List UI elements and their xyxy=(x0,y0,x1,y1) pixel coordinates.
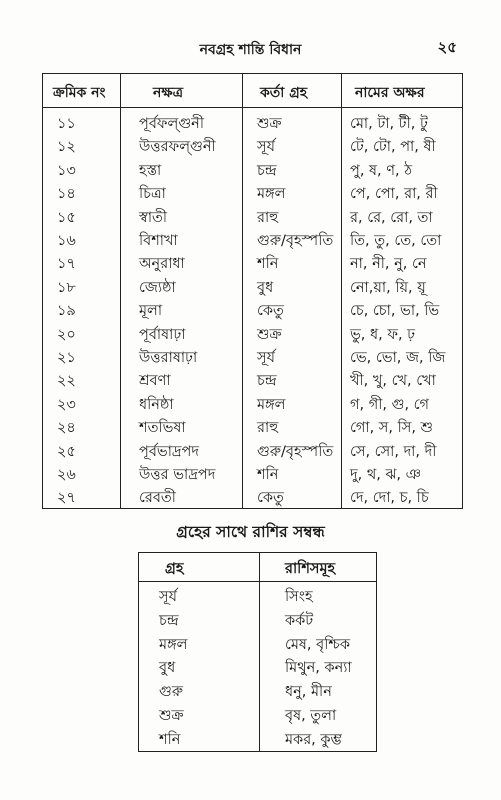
serial-cell: ১৫ xyxy=(57,209,76,226)
ruling-planet-cell: কেতু xyxy=(257,303,284,320)
table-row xyxy=(43,297,464,320)
signs-cell: সিংহ xyxy=(285,589,313,605)
table-row xyxy=(43,110,464,133)
serial-cell: ১২ xyxy=(57,139,76,156)
ruling-planet-cell: শনি xyxy=(257,467,279,483)
planet-cell: গুরু xyxy=(159,684,183,701)
column-header-signs: রাশিসমূহ xyxy=(285,561,336,577)
ruling-planet-cell: রাহু xyxy=(257,209,279,226)
table-row xyxy=(43,180,464,203)
nakshatra-cell: মূলা xyxy=(139,303,163,320)
name-letters-cell: পু, ষ, ণ, ঠ xyxy=(350,162,413,179)
nakshatra-cell: পূর্বভাদ্রপদ xyxy=(139,443,200,460)
running-title: নবগ্রহ শান্তি বিধান xyxy=(199,42,302,58)
nakshatra-cell: ধনিষ্ঠা xyxy=(139,396,174,413)
table-row xyxy=(43,204,464,227)
table-row xyxy=(139,727,378,751)
nakshatra-cell: পূর্বাষাঢ়া xyxy=(139,326,186,343)
name-letters-cell: র, রে, রো, তা xyxy=(350,209,433,226)
ruling-planet-cell: গুরু/বৃহস্পতি xyxy=(257,233,334,249)
table-row xyxy=(139,655,378,679)
planet-cell: শনি xyxy=(159,731,181,748)
table-row xyxy=(139,703,378,727)
serial-cell: ১৭ xyxy=(57,256,76,273)
name-letters-cell: দে, দো, চ, চি xyxy=(350,490,429,507)
signs-cell: মিথুন, কন্যা xyxy=(285,660,352,677)
page-number: ২৫ xyxy=(437,38,457,56)
header-rule xyxy=(43,107,462,108)
signs-cell: বৃষ, তুলা xyxy=(285,708,337,724)
nakshatra-cell: শতভিষা xyxy=(139,420,186,437)
ruling-planet-cell: শুক্র xyxy=(257,116,282,132)
ruling-planet-cell: শুক্র xyxy=(257,326,282,343)
planet-cell: সূর্য xyxy=(159,589,177,605)
nakshatra-cell: চিত্রা xyxy=(139,186,166,203)
serial-cell: ২০ xyxy=(57,326,76,343)
signs-cell: কর্কট xyxy=(285,612,314,629)
serial-cell: ১৩ xyxy=(57,162,76,179)
ruling-planet-cell: চন্দ্র xyxy=(257,373,277,390)
nakshatra-cell: স্বাতী xyxy=(139,209,168,226)
planet-cell: বুধ xyxy=(159,660,176,677)
table-row xyxy=(43,367,464,390)
column-header-planet: গ্রহ xyxy=(165,561,184,577)
nakshatra-cell: উত্তর ভাদ্রপদ xyxy=(139,467,216,483)
ruling-planet-cell: কেতু xyxy=(257,490,284,507)
column-header-serial: ক্রমিক নং xyxy=(53,85,106,101)
table-row xyxy=(43,133,464,156)
ruling-planet-cell: সূর্য xyxy=(257,350,275,366)
nakshatra-cell: বিশাখা xyxy=(139,233,178,249)
column-header-ruling-planet: কর্তা গ্রহ xyxy=(260,85,308,101)
table-row xyxy=(139,679,378,703)
table-row xyxy=(139,632,378,656)
planet-cell: চন্দ্র xyxy=(159,612,179,629)
name-letters-cell: তি, তু, তে, তো xyxy=(350,233,442,249)
nakshatra-cell: অনুরাধা xyxy=(139,256,185,273)
name-letters-cell: ভে, ভো, জ, জি xyxy=(350,350,446,366)
name-letters-cell: খী, খু, খে, খো xyxy=(350,373,436,390)
table-row xyxy=(43,391,464,414)
table-row xyxy=(43,438,464,461)
signs-cell: মেষ, বৃশ্চিক xyxy=(285,636,351,653)
name-letters-cell: ভু, ধ, ফ, ঢ় xyxy=(350,326,416,343)
serial-cell: ১৪ xyxy=(57,186,76,203)
name-letters-cell: নো,য়া, য়ি, য়ূ xyxy=(350,279,426,296)
table-row xyxy=(43,484,464,507)
table-row xyxy=(43,250,464,273)
name-letters-cell: চে, চো, ভা, ভি xyxy=(350,303,440,320)
nakshatra-cell: উত্তরাষাঢ়া xyxy=(139,350,198,366)
column-header-name-letters: নামের অক্ষর xyxy=(355,85,425,101)
nakshatra-cell: রেবতী xyxy=(139,490,176,507)
ruling-planet-cell: চন্দ্র xyxy=(257,162,277,179)
serial-cell: ১৬ xyxy=(57,233,76,249)
planet-cell: মঙ্গল xyxy=(159,636,188,653)
name-letters-cell: পে, পো, রা, রী xyxy=(350,186,438,203)
name-letters-cell: গো, স, সি, শু xyxy=(350,420,434,437)
serial-cell: ২৩ xyxy=(57,396,76,413)
table-row xyxy=(43,344,464,367)
signs-cell: মকর, কুম্ভ xyxy=(285,731,342,748)
serial-cell: ২২ xyxy=(57,373,76,390)
serial-cell: ১৮ xyxy=(57,279,76,296)
section-title: গ্রহের সাথে রাশির সম্বন্ধ xyxy=(176,523,325,541)
name-letters-cell: গ, গী, গু, গে xyxy=(350,396,430,413)
nakshatra-cell: হস্তা xyxy=(139,162,162,179)
column-header-nakshatra: নক্ষত্র xyxy=(153,85,183,101)
table-row xyxy=(43,321,464,344)
ruling-planet-cell: রাহু xyxy=(257,420,279,437)
ruling-planet-cell: শনি xyxy=(257,256,279,273)
name-letters-cell: না, নী, নু, নে xyxy=(350,256,427,273)
nakshatra-cell: উত্তরফল্গুনী xyxy=(139,139,216,156)
nakshatra-cell: শ্রবণা xyxy=(139,373,171,390)
ruling-planet-cell: মঙ্গল xyxy=(257,396,286,413)
planet-cell: শুক্র xyxy=(159,708,184,724)
table-row xyxy=(43,414,464,437)
table-row xyxy=(43,461,464,484)
serial-cell: ২৭ xyxy=(57,490,76,507)
name-letters-cell: সে, সো, দা, দী xyxy=(350,443,437,460)
table-row xyxy=(43,227,464,250)
serial-cell: ২৬ xyxy=(57,467,76,483)
table-row xyxy=(139,608,378,632)
serial-cell: ২৫ xyxy=(57,443,76,460)
serial-cell: ২৪ xyxy=(57,420,76,437)
ruling-planet-cell: মঙ্গল xyxy=(257,186,286,203)
nakshatra-cell: পূর্বফল্গুনী xyxy=(139,116,204,132)
rashi-table xyxy=(138,552,377,752)
name-letters-cell: দু, থ, ঝ, ঞ xyxy=(350,467,421,483)
serial-cell: ১১ xyxy=(57,116,76,132)
serial-cell: ১৯ xyxy=(57,303,76,320)
nakshatra-cell: জ্যেষ্ঠা xyxy=(139,279,176,296)
ruling-planet-cell: গুরু/বৃহস্পতি xyxy=(257,443,334,460)
name-letters-cell: টে, টো, পা, ষী xyxy=(350,139,436,156)
serial-cell: ২১ xyxy=(57,350,76,366)
signs-cell: ধনু, মীন xyxy=(285,684,332,701)
table-row xyxy=(43,157,464,180)
table-row xyxy=(139,584,378,608)
table-row xyxy=(43,274,464,297)
name-letters-cell: মো, টা, টী, টু xyxy=(350,116,428,132)
ruling-planet-cell: সূর্য xyxy=(257,139,275,156)
nakshatra-table xyxy=(42,73,463,509)
ruling-planet-cell: বুধ xyxy=(257,279,274,296)
